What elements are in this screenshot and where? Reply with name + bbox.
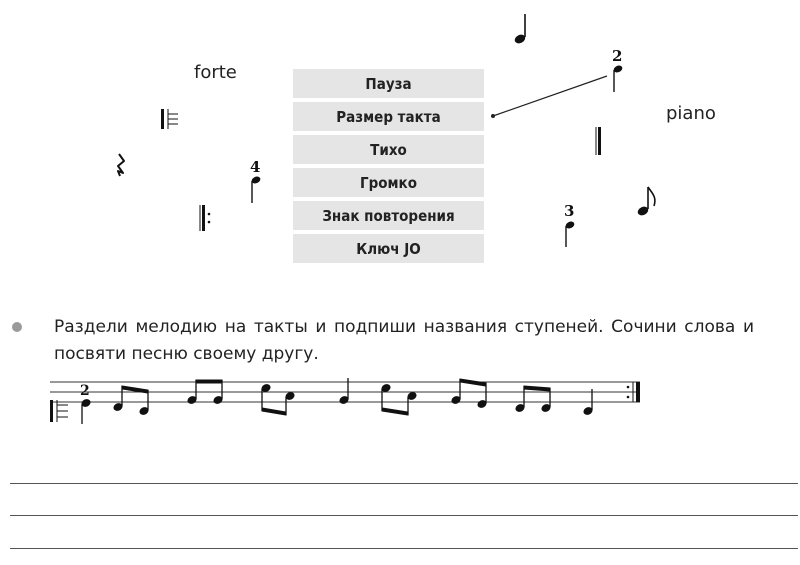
term-forte: forte [194, 62, 237, 83]
note-with-ts4-icon [251, 175, 262, 203]
label-loud: Громко [293, 168, 484, 197]
repeat-start-icon [161, 109, 178, 129]
time-signature-3-number: 3 [564, 202, 575, 220]
term-piano: piano [666, 103, 716, 124]
label-repeat-sign: Знак повторения [293, 201, 484, 230]
note-with-ts2-icon [613, 64, 624, 92]
repeat-end-icon [200, 205, 210, 231]
task-text: Раздели мелодию на такты и подпиши названия ступеней. Сочини слова и посвяти песню своему другу. [54, 317, 754, 364]
melody-notes [81, 378, 593, 424]
note-with-ts3-icon [565, 220, 576, 247]
answer-line-1 [10, 483, 798, 484]
eighth-note-icon [636, 187, 655, 217]
bullet-icon [12, 322, 22, 332]
melody-staff [0, 370, 800, 430]
quarter-rest-icon [118, 154, 124, 176]
answer-line-3 [10, 548, 798, 549]
time-signature-2-number: 2 [612, 47, 623, 65]
label-time-signature: Размер такта [293, 102, 484, 131]
label-jo-clef: Ключ ЈО [293, 234, 484, 263]
staff-time-signature: 2 [80, 383, 90, 399]
connector-line [491, 76, 607, 118]
double-barline-icon [596, 127, 601, 155]
label-quiet: Тихо [293, 135, 484, 164]
time-signature-4-number: 4 [250, 158, 261, 176]
jo-clef-icon [50, 400, 68, 422]
answer-line-2 [10, 515, 798, 516]
quarter-note-icon [513, 14, 526, 45]
label-pause: Пауза [293, 69, 484, 98]
